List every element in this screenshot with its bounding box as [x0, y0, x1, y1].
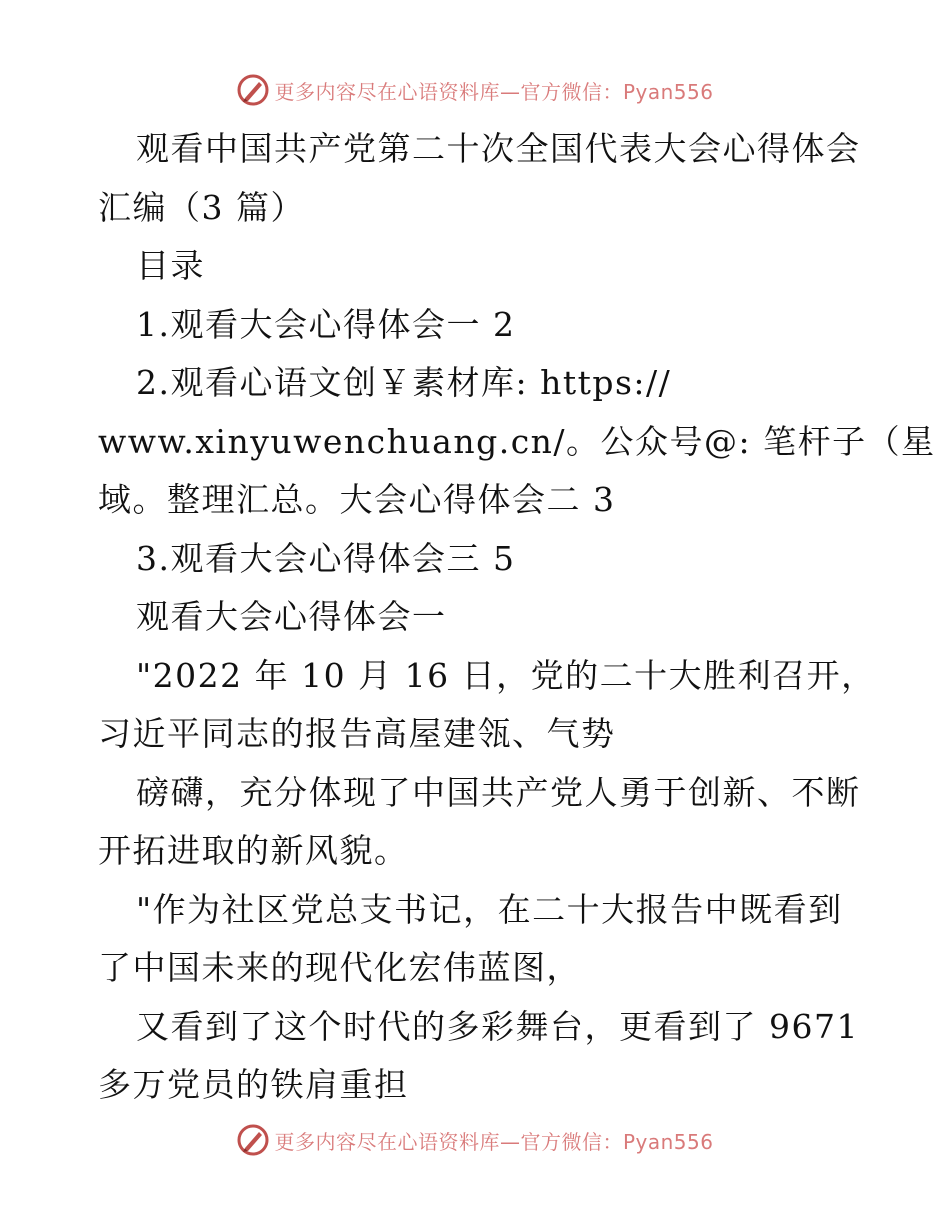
watermark-text: 更多内容尽在心语资料库—官方微信：Pyan556 [274, 1129, 714, 1154]
toc-item-3: 3.观看大会心得体会三 5 [136, 538, 516, 578]
paragraph-line: "作为社区党总支书记，在二十大报告中既看到 [136, 889, 843, 929]
paragraph-line: 又看到了这个时代的多彩舞台，更看到了 9671 [136, 1006, 859, 1046]
paragraph-line: 多万党员的铁肩重担 [98, 1065, 409, 1104]
paragraph-line: 开拓进取的新风貌。 [98, 831, 409, 870]
pen-logo-icon [236, 1123, 270, 1157]
toc-heading: 目录 [136, 246, 205, 285]
toc-item-1: 1.观看大会心得体会一 2 [136, 304, 516, 344]
doc-title-line-2: 汇编（3 篇） [98, 187, 305, 227]
toc-item-2-cont-1: www.xinyuwenchuang.cn/。公众号@: 笔杆子（星 [98, 421, 936, 461]
document-body [98, 120, 936, 1115]
footer-watermark [0, 1120, 950, 1160]
paragraph-line: "2022 年 10 月 16 日，党的二十大胜利召开， [136, 655, 876, 695]
toc-item-2: 2.观看心语文创￥素材库: https:// [136, 363, 672, 402]
header-watermark [0, 70, 950, 110]
pen-logo-icon [236, 73, 270, 107]
watermark-text: 更多内容尽在心语资料库—官方微信：Pyan556 [274, 79, 714, 104]
paragraph-line: 习近平同志的报告高屋建瓴、气势 [98, 714, 616, 753]
paragraph-line: 了中国未来的现代化宏伟蓝图， [98, 948, 581, 987]
section-heading: 观看大会心得体会一 [136, 597, 447, 636]
paragraph-line: 磅礴，充分体现了中国共产党人勇于创新、不断 [136, 772, 861, 812]
doc-title-line-1: 观看中国共产党第二十次全国代表大会心得体会 [136, 129, 861, 168]
toc-item-2-cont-2: 域。整理汇总。大会心得体会二 3 [98, 480, 616, 519]
